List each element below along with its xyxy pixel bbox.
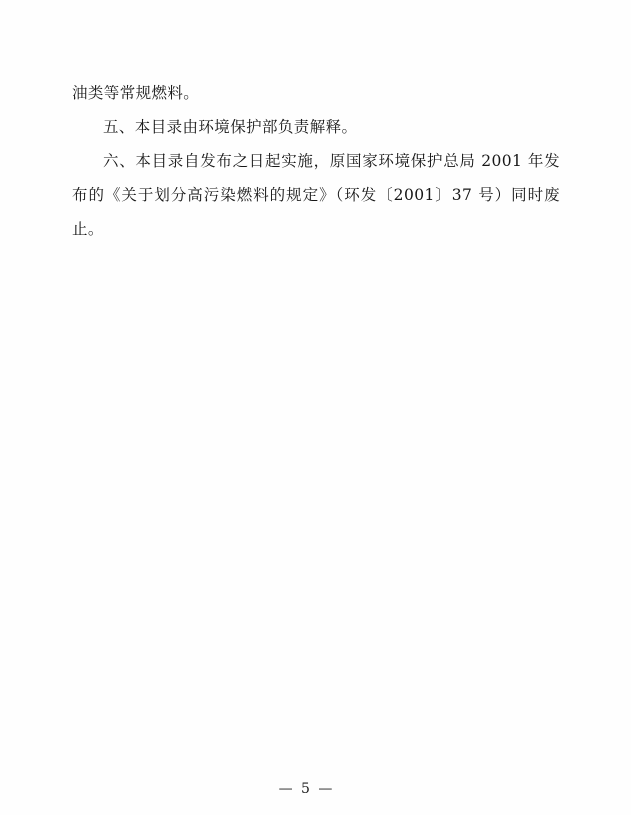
- page-footer: [0, 778, 631, 797]
- page-number: — 5 —: [278, 781, 335, 797]
- paragraph-3: 六、本目录自发布之日起实施，原国家环境保护总局 2001 年发布的《关于划分高污染燃料的规定》（环发〔2001〕37 号）同时废止。: [72, 152, 560, 238]
- document-body: [72, 76, 560, 246]
- paragraph-2: 五、本目录由环境保护部负责解释。: [103, 118, 358, 136]
- paragraph-1: 油类等常规燃料。: [72, 84, 200, 102]
